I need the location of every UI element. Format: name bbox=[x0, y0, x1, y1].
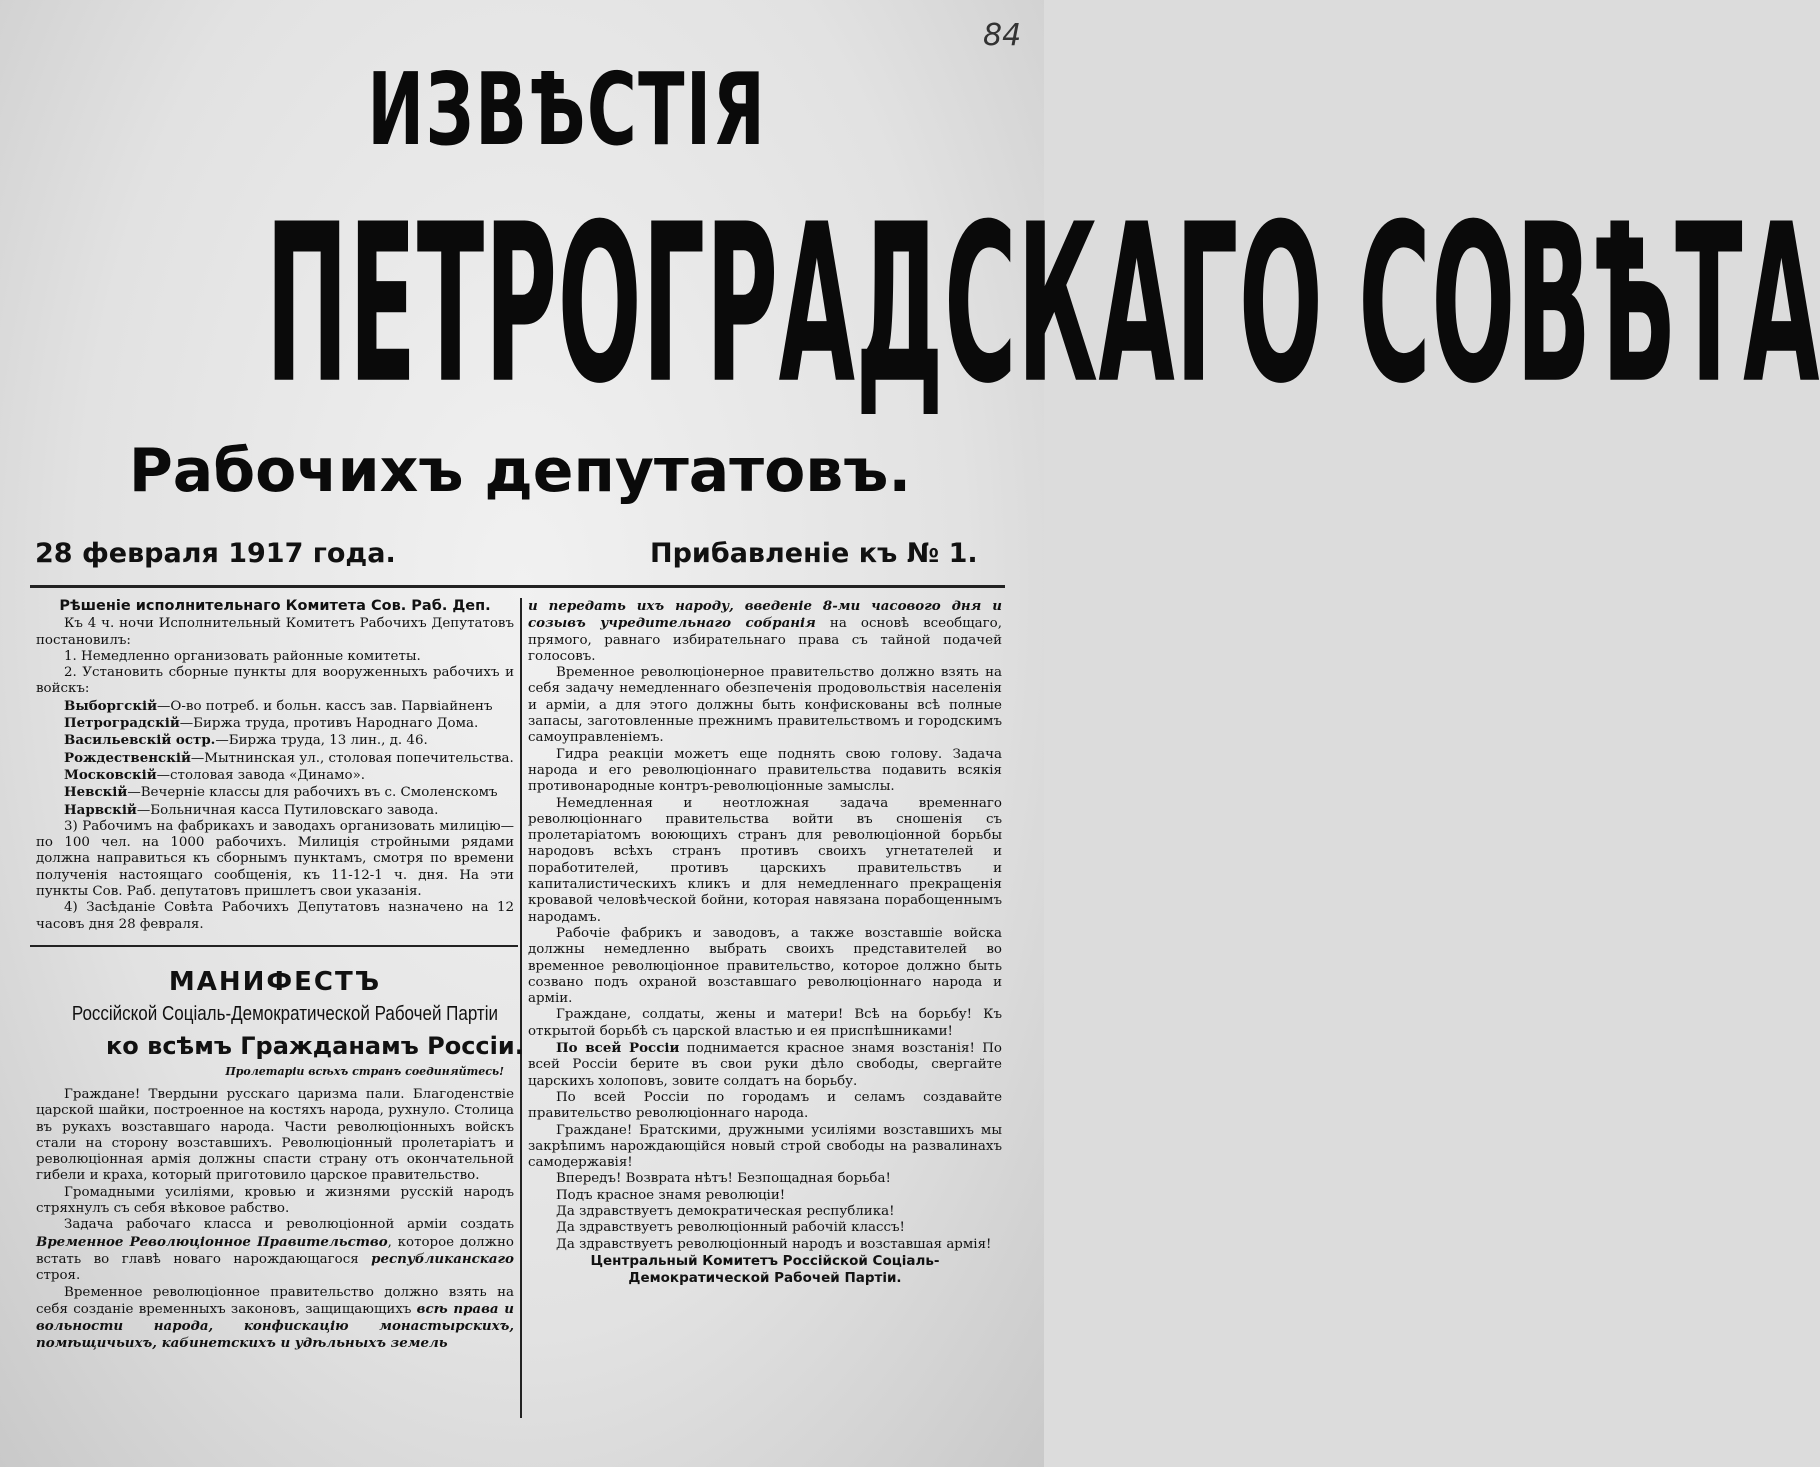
manifesto-paragraph bbox=[36, 1217, 514, 1284]
manifesto-paragraph: Граждане, солдаты, жены и матери! Всѣ на борьбу! Къ открытой борьбѣ съ царской властью и ея приспѣшниками! bbox=[528, 1007, 1002, 1039]
district-item bbox=[64, 802, 514, 819]
district-address: —Мытнинская ул., столовая попечительства. bbox=[190, 750, 514, 766]
district-item bbox=[64, 715, 514, 732]
district-address: —Вечерніе классы для рабочихъ въ с. Смоленскомъ bbox=[127, 785, 498, 801]
resolution-article bbox=[36, 598, 514, 933]
supplement-label: Прибавленіе къ № 1. bbox=[650, 538, 978, 569]
manifesto-paragraph: По всей Россіи по городамъ и селамъ создавайте правительство революціоннаго народа. bbox=[528, 1089, 1002, 1122]
district-name: Выборгскій bbox=[64, 697, 158, 714]
district-address: —Биржа труда, 13 лин., д. 46. bbox=[215, 733, 428, 749]
manifesto-paragraph: Временное революціонерное правительство должно взять на себя задачу немедленнаго обезпеченія продовольствія населенія и арміи, а для этого должны быть конфискованы всѣ полные запасы, заготовленные прежнимъ правительствомъ и городскимъ самоуправленіемъ. bbox=[528, 665, 1002, 746]
district-address: —столовая завода «Динамо». bbox=[156, 767, 366, 783]
district-item bbox=[64, 698, 514, 715]
manifesto-motto: Пролетаріи всѣхъ странъ соединяйтесь! bbox=[225, 1065, 504, 1078]
manifesto-paragraph bbox=[528, 1040, 1002, 1090]
manifesto-article bbox=[36, 965, 524, 1353]
district-name: Васильевскій остр. bbox=[64, 732, 216, 749]
resolution-item-2: 2. Установить сборные пункты для вооруженныхъ рабочихъ и войскъ: bbox=[36, 665, 514, 697]
text-run: , которое должно встать во главѣ новаго нарождающагося bbox=[36, 1234, 514, 1267]
manifesto-paragraph: Гидра реакціи можетъ еще поднять свою голову. Задача народа и его революціоннаго правительства подавить всякія противонародные контръ-революціонные замыслы. bbox=[528, 746, 1002, 795]
manifesto-subtitle: Россійской Соціаль-Демократической Рабочей Партіи bbox=[71, 1003, 498, 1025]
emphasis-text: По всей Россіи bbox=[556, 1040, 680, 1057]
resolution-item-3: 3) Рабочимъ на фабрикахъ и заводахъ организовать милицію—по 100 чел. на 1000 рабочихъ. Милиція стройными рядами должна направиться къ сборнымъ пунктамъ, смотря по времени полученія настоящаго сообщенія, къ 11-12-1 ч. дня. На эти пункты Сов. Раб. депутатовъ пришлетъ свои указанія. bbox=[36, 818, 514, 900]
district-name: Нарвскій bbox=[64, 801, 137, 818]
district-name: Рождественскій bbox=[64, 749, 191, 766]
text-run: поднимается красное знамя возстанія! По всей Россіи берите въ свои руки дѣло свободы, свергайте царскихъ холоповъ, зовите солдатъ на борьбу. bbox=[528, 1041, 1002, 1089]
masthead-title-line1: ИЗВѢСТІЯ bbox=[367, 51, 767, 168]
district-item bbox=[64, 784, 514, 801]
slogan: Да здравствуетъ революціонный рабочій классъ! bbox=[556, 1220, 905, 1236]
text-run: на основѣ всеобщаго, прямого, равнаго избирательнаго права съ тайной подачей голосовъ. bbox=[528, 616, 1002, 664]
manifesto-addressee: ко всѣмъ Гражданамъ Россіи. bbox=[106, 1032, 524, 1060]
emphasis-text: Временное Революціонное Правительство bbox=[36, 1233, 388, 1250]
emphasis-text: и передать ихъ народу, введеніе 8-ми часового дня и созывъ учредительнаго собранія bbox=[528, 598, 1002, 632]
masthead-subtitle: Рабочихъ депутатовъ. bbox=[128, 436, 912, 506]
emphasis-text: всѣ права и вольности народа, конфискацію монастырскихъ, помѣщичьихъ, кабинетскихъ и удѣльныхъ земель bbox=[36, 1300, 514, 1352]
section-divider bbox=[30, 945, 518, 947]
slogan: Да здравствуетъ революціонный народъ и возставшая армія! bbox=[556, 1236, 992, 1252]
resolution-item-4: 4) Засѣданіе Совѣта Рабочихъ Депутатовъ назначено на 12 часовъ дня 28 февраля. bbox=[36, 900, 514, 932]
district-item bbox=[64, 732, 514, 749]
slogan: Впередъ! Возврата нѣтъ! Безпощадная борьба! bbox=[556, 1171, 891, 1187]
manifesto-body-left bbox=[36, 1087, 514, 1353]
slogan: Подъ красное знамя революціи! bbox=[556, 1187, 786, 1203]
manifesto-signature: Центральный Комитетъ Россійской Соціаль-Демократической Рабочей Партіи. bbox=[590, 1252, 940, 1286]
manifesto-paragraph: Граждане! Твердыни русскаго царизма пали. Благоденствіе царской шайки, построенное на костяхъ народа, рухнуло. Столица въ рукахъ возставшаго народа. Части революціонныхъ войскъ стали на сторону возставшихъ. Революціонный пролетаріатъ и революціонная армія должны спасти страну отъ окончательной гибели и краха, который приготовило царское правительство. bbox=[36, 1087, 514, 1184]
district-name: Невскій bbox=[64, 784, 128, 801]
issue-date: 28 февраля 1917 года. bbox=[35, 538, 396, 569]
resolution-item-1: 1. Немедленно организовать районные комитеты. bbox=[64, 648, 421, 664]
district-address: —О-во потреб. и больн. кассъ зав. Парвіайненъ bbox=[157, 698, 493, 714]
text-run: Временное революціонное правительство должно взять на себя созданіе временныхъ законовъ, защищающихъ bbox=[36, 1284, 514, 1317]
manifesto-paragraph bbox=[36, 1285, 514, 1353]
top-divider bbox=[30, 585, 1005, 588]
district-address: —Биржа труда, противъ Народнаго Дома. bbox=[179, 716, 479, 732]
district-item bbox=[64, 767, 514, 784]
district-address: —Больничная касса Путиловскаго завода. bbox=[136, 802, 439, 818]
manifesto-body-right bbox=[528, 598, 1002, 1287]
slogan: Да здравствуетъ демократическая республика! bbox=[556, 1203, 895, 1219]
manifesto-paragraph: Немедленная и неотложная задача временнаго революціоннаго правительства войти въ сношенія съ пролетаріатомъ воюющихъ странъ для революціонной борьбы народовъ всѣхъ странъ противъ своихъ угнетателей и поработителей, противъ царскихъ правительствъ и капиталистическихъ кликъ и для немедленнаго прекращенія кровавой человѣческой бойни, которая навязана порабощеннымъ народамъ. bbox=[528, 795, 1002, 925]
district-name: Московскій bbox=[64, 766, 157, 783]
masthead-title-line2: ПЕТРОГРАДСКАГО СОВѢТА bbox=[265, 177, 1820, 432]
manifesto-paragraph: Рабочіе фабрикъ и заводовъ, а также возставшіе войска должны немедленно выбрать своихъ представителей во временное революціонное правительство, которое должно быть созвано подъ охраной возставшаго революціоннаго народа и арміи. bbox=[528, 925, 1002, 1007]
district-item bbox=[64, 750, 514, 767]
manifesto-paragraph bbox=[528, 598, 1002, 665]
archive-number: 84 bbox=[983, 18, 1022, 53]
text-run: строя. bbox=[36, 1268, 81, 1284]
manifesto-paragraph: Граждане! Братскими, дружными усиліями возставшихъ мы закрѣпимъ нарождающійся новый строй свободы на развалинахъ самодержавія! bbox=[528, 1122, 1002, 1171]
district-name: Петроградскій bbox=[64, 715, 180, 732]
column-divider bbox=[520, 598, 522, 1418]
emphasis-text: республиканскаго bbox=[371, 1250, 514, 1267]
slogans-list bbox=[528, 1171, 1002, 1252]
manifesto-title: МАНИФЕСТЪ bbox=[168, 967, 382, 997]
resolution-heading: Рѣшеніе исполнительнаго Комитета Сов. Раб. Деп. bbox=[59, 598, 491, 614]
manifesto-paragraph: Громадными усиліями, кровью и жизнями русскій народъ стряхнулъ съ себя вѣковое рабство. bbox=[36, 1184, 514, 1217]
resolution-intro: Къ 4 ч. ночи Исполнительный Комитетъ Рабочихъ Депутатовъ постановилъ: bbox=[36, 616, 514, 648]
text-run: Задача рабочаго класса и революціонной арміи создать bbox=[64, 1217, 514, 1233]
